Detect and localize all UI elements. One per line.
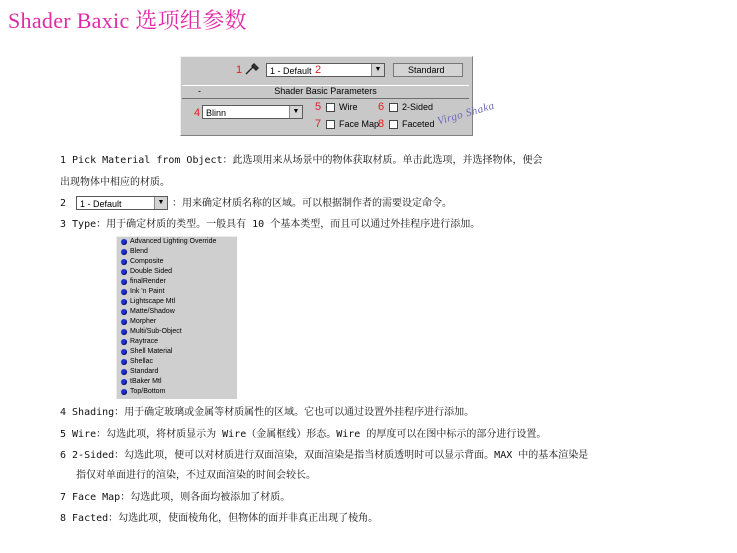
list-item[interactable]: Advanced Lighting Override [117, 237, 237, 247]
paragraph-8: 8 Facted：勾选此项，使面棱角化，但物体的面并非真正出现了棱角。 [60, 513, 379, 524]
callout-4: 4 [194, 107, 201, 119]
bullet-icon [121, 259, 127, 265]
callout-8: 8 [378, 118, 385, 130]
list-item[interactable]: Lightscape Mtl [117, 297, 237, 307]
material-type-list [116, 236, 237, 399]
list-item[interactable]: Standard [117, 367, 237, 377]
callout-6: 6 [378, 101, 385, 113]
inline-name-value: 1 - Default [80, 199, 122, 209]
face-map-checkbox[interactable] [326, 120, 335, 129]
list-item[interactable]: Morpher [117, 317, 237, 327]
bullet-icon [121, 319, 127, 325]
bullet-icon [121, 379, 127, 385]
list-item[interactable]: Double Sided [117, 267, 237, 277]
bullet-icon [121, 249, 127, 255]
list-item[interactable]: Matte/Shadow [117, 307, 237, 317]
shader-dropdown[interactable] [202, 105, 303, 119]
bullet-icon [121, 289, 127, 295]
two-sided-label: 2-Sided [402, 102, 434, 112]
callout-5: 5 [315, 101, 322, 113]
list-item[interactable]: Raytrace [117, 337, 237, 347]
paragraph-6-line-2: 指仅对单面进行的渲染，不过双面渲染的时间会较长。 [76, 470, 316, 481]
shader-value: Blinn [206, 108, 227, 118]
material-name-value: 1 - Default [270, 66, 312, 76]
two-sided-checkbox[interactable] [389, 103, 398, 112]
bullet-icon [121, 389, 127, 395]
bullet-icon [121, 339, 127, 345]
standard-button-label: Standard [408, 65, 445, 75]
eyedropper-icon[interactable] [244, 62, 262, 78]
paragraph-1-line-1: 1 Pick Material from Object：此选项用来从场景中的物体获取材质。单击此选项，并选择物体，便会 [60, 155, 543, 166]
faceted-label: Faceted [402, 119, 435, 129]
chevron-down-icon: ▼ [154, 197, 167, 209]
bullet-icon [121, 279, 127, 285]
faceted-checkbox[interactable] [389, 120, 398, 129]
paragraph-6-line-1: 6 2-Sided：勾选此项，便可以对材质进行双面渲染，双面渲染是指当材质透明时可以显示背面。MAX 中的基本渲染是 [60, 450, 589, 461]
rollout-header[interactable] [182, 85, 469, 99]
rollout-title: Shader Basic Parameters [274, 86, 377, 96]
callout-7: 7 [315, 118, 322, 130]
list-item[interactable]: Top/Bottom [117, 387, 237, 397]
material-name-field[interactable] [266, 63, 385, 77]
bullet-icon [121, 269, 127, 275]
paragraph-4: 4 Shading：用于确定玻璃或金属等材质属性的区域。它也可以通过设置外挂程序进行添加。 [60, 407, 475, 418]
bullet-icon [121, 369, 127, 375]
list-item[interactable]: Multi/Sub-Object [117, 327, 237, 337]
paragraph-7: 7 Face Map：勾选此项，则各面均被添加了材质。 [60, 492, 291, 503]
paragraph-1-line-2: 出现物体中相应的材质。 [60, 177, 170, 188]
list-item[interactable]: Blend [117, 247, 237, 257]
bullet-icon [121, 309, 127, 315]
chevron-down-icon[interactable]: ▼ [371, 64, 384, 76]
wire-checkbox[interactable] [326, 103, 335, 112]
callout-2: 2 [315, 64, 322, 76]
list-item[interactable]: Ink 'n Paint [117, 287, 237, 297]
bullet-icon [121, 329, 127, 335]
collapse-minus[interactable]: - [198, 86, 201, 96]
paragraph-2-text: ：用来确定材质名称的区域。可以根据制作者的需要设定命令。 [172, 198, 452, 209]
list-item[interactable]: Shell Material [117, 347, 237, 357]
callout-1: 1 [236, 64, 243, 76]
paragraph-2-number: 2 [60, 198, 67, 209]
list-item[interactable]: tBaker Mtl [117, 377, 237, 387]
list-item[interactable]: Composite [117, 257, 237, 267]
bullet-icon [121, 299, 127, 305]
list-item[interactable]: Shellac [117, 357, 237, 367]
signature: Virgo Shaka [436, 99, 496, 128]
paragraph-5: 5 Wire：勾选此项，将材质显示为 Wire（金属框线）形态。Wire 的厚度可以在图中标示的部分进行设置。 [60, 429, 547, 440]
chevron-down-icon[interactable]: ▼ [289, 106, 302, 118]
paragraph-3: 3 Type：用于确定材质的类型。一般具有 10 个基本类型，而且可以通过外挂程序进行添加。 [60, 219, 481, 230]
wire-label: Wire [339, 102, 358, 112]
inline-name-field [76, 196, 168, 210]
page-title: Shader Baxic 选项组参数 [8, 8, 247, 33]
list-item[interactable]: finalRender [117, 277, 237, 287]
material-type-button[interactable] [393, 63, 463, 77]
bullet-icon [121, 349, 127, 355]
face-map-label: Face Map [339, 119, 380, 129]
bullet-icon [121, 359, 127, 365]
bullet-icon [121, 239, 127, 245]
